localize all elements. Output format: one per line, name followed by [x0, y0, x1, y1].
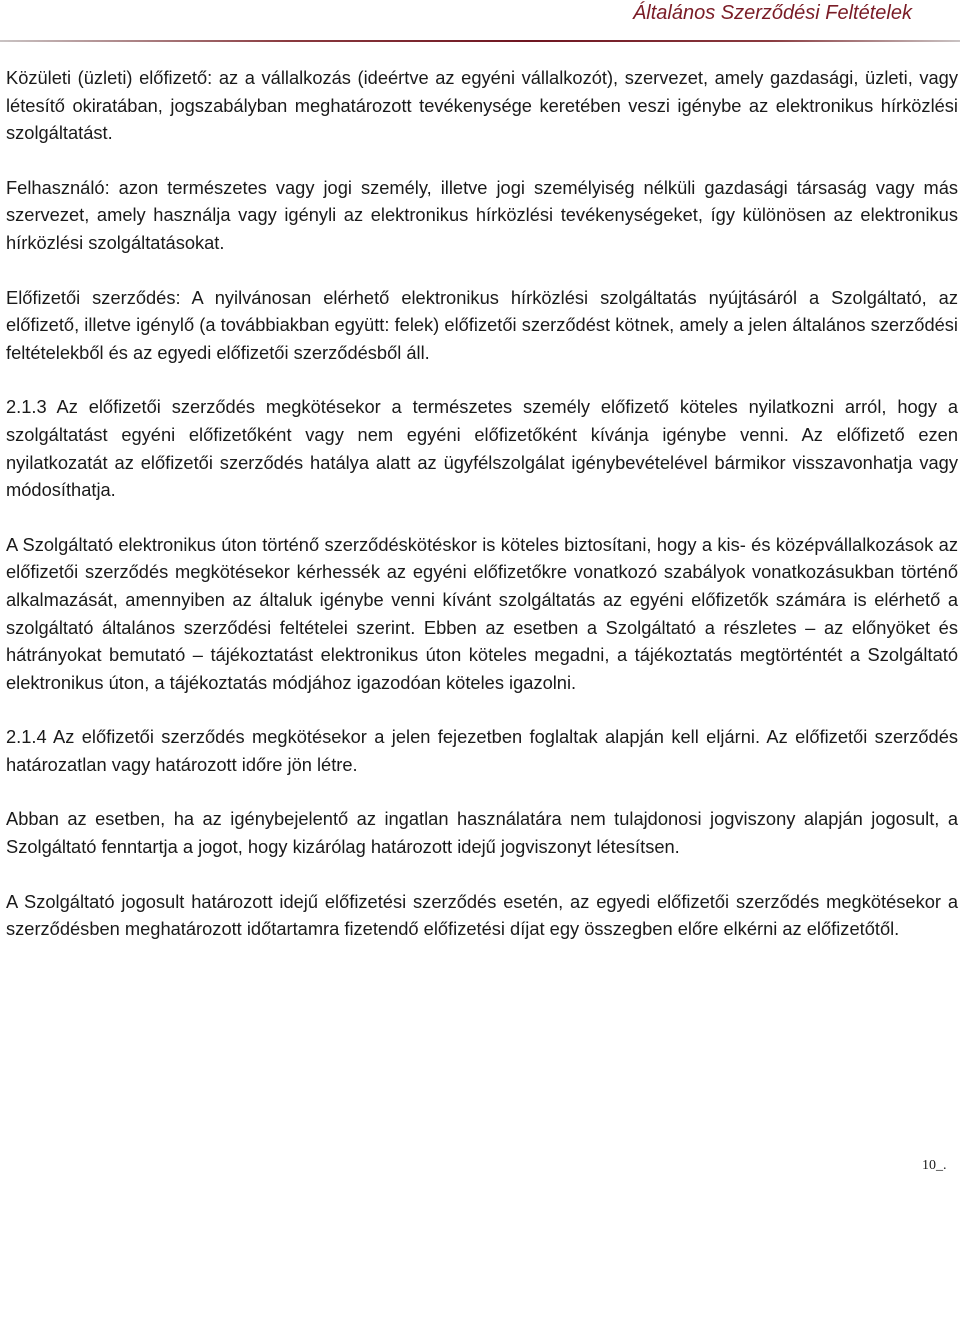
paragraph-non-owner-applicant: Abban az esetben, ha az igénybejelentő az ingatlan használatára nem tulajdonosi jogviszony alapján jogosult, a Szolgáltató fenntartja a jogot, hogy kizárólag határozott idejű jogviszonyt létesítsen. [6, 808, 958, 858]
paragraph-2-1-4: 2.1.4 Az előfizetői szerződés megkötésekor a jelen fejezetben foglaltak alapján kell eljárni. Az előfizetői szerződés határozatlan vagy határozott időre jön létre. [6, 726, 958, 775]
paragraph-advance-payment: A Szolgáltató jogosult határozott idejű előfizetési szerződés esetén, az egyedi előfizetői szerződés megkötésekor a szerződésben meghatározott időtartamra fizetendő előfizetési díjat egy összegben előre elkérni az előfizetőtől. [6, 890, 958, 940]
header-divider [0, 40, 960, 42]
paragraph-electronic-contracting: A Szolgáltató elektronikus úton történő szerződéskötéskor is köteles biztosítani, hogy a kis- és középvállalkozások az előfizetői szerződés megkötésekor kérhessék az egyéni előfizetőkre vonatkozó szabályok vonatkozásukban történő alkalmazását, amennyiben az általuk igénybe venni kívánt szolgáltatás az egyéni előfizetők számára is elérhető a szolgáltató általános szerződési feltételei szerint. Ebben az esetben a Szolgáltató a részletes – az előnyöket és hátrányokat bemutató – tájékoztatást elektronikus úton köteles megadni, a tájékoztatás megtörténtét a Szolgáltató elektronikus úton, a tájékoztatás módjához igazodóan köteles igazolni. [6, 533, 958, 693]
document-body [6, 64, 958, 970]
paragraph-business-subscriber: Közületi (üzleti) előfizető: az a vállalkozás (ideértve az egyéni vállalkozót), szervezet, amely gazdasági, üzleti, vagy létesítő okiratában, jogszabályban meghatározott tevékenysége keretében veszi igénybe az elektronikus hírközlési szolgáltatást. [6, 67, 958, 144]
document-header-title: Általános Szerződési Feltételek [632, 2, 912, 24]
paragraph-2-1-3: 2.1.3 Az előfizetői szerződés megkötésekor a természetes személy előfizető köteles nyilatkozni arról, hogy a szolgáltatást egyéni előfizetőként vagy nem egyéni előfizetőként kívánja igénybe venni. Az előfizető ezen nyilatkozatát az előfizetői szerződés hatálya alatt az ügyfélszolgálat igénybevételével bármikor visszavonhatja vagy módosíthatja. [6, 396, 958, 501]
paragraph-user-definition: Felhasználó: azon természetes vagy jogi személy, illetve jogi személyiség nélküli gazdasági társaság vagy más szervezet, amely használja vagy igényli az elektronikus hírközlési tevékenységeket, így különösen az elektronikus hírközlési szolgáltatásokat. [6, 176, 958, 253]
page-number: 10_. [922, 1158, 947, 1173]
paragraph-subscriber-contract: Előfizetői szerződés: A nyilvánosan elérhető elektronikus hírközlési szolgáltatás nyújtásáról a Szolgáltató, az előfizető, illetve igénylő (a továbbiakban együtt: felek) előfizetői szerződést kötnek, amely a jelen általános szerződési feltételekből és az egyedi előfizetői szerződésből áll. [6, 286, 958, 363]
